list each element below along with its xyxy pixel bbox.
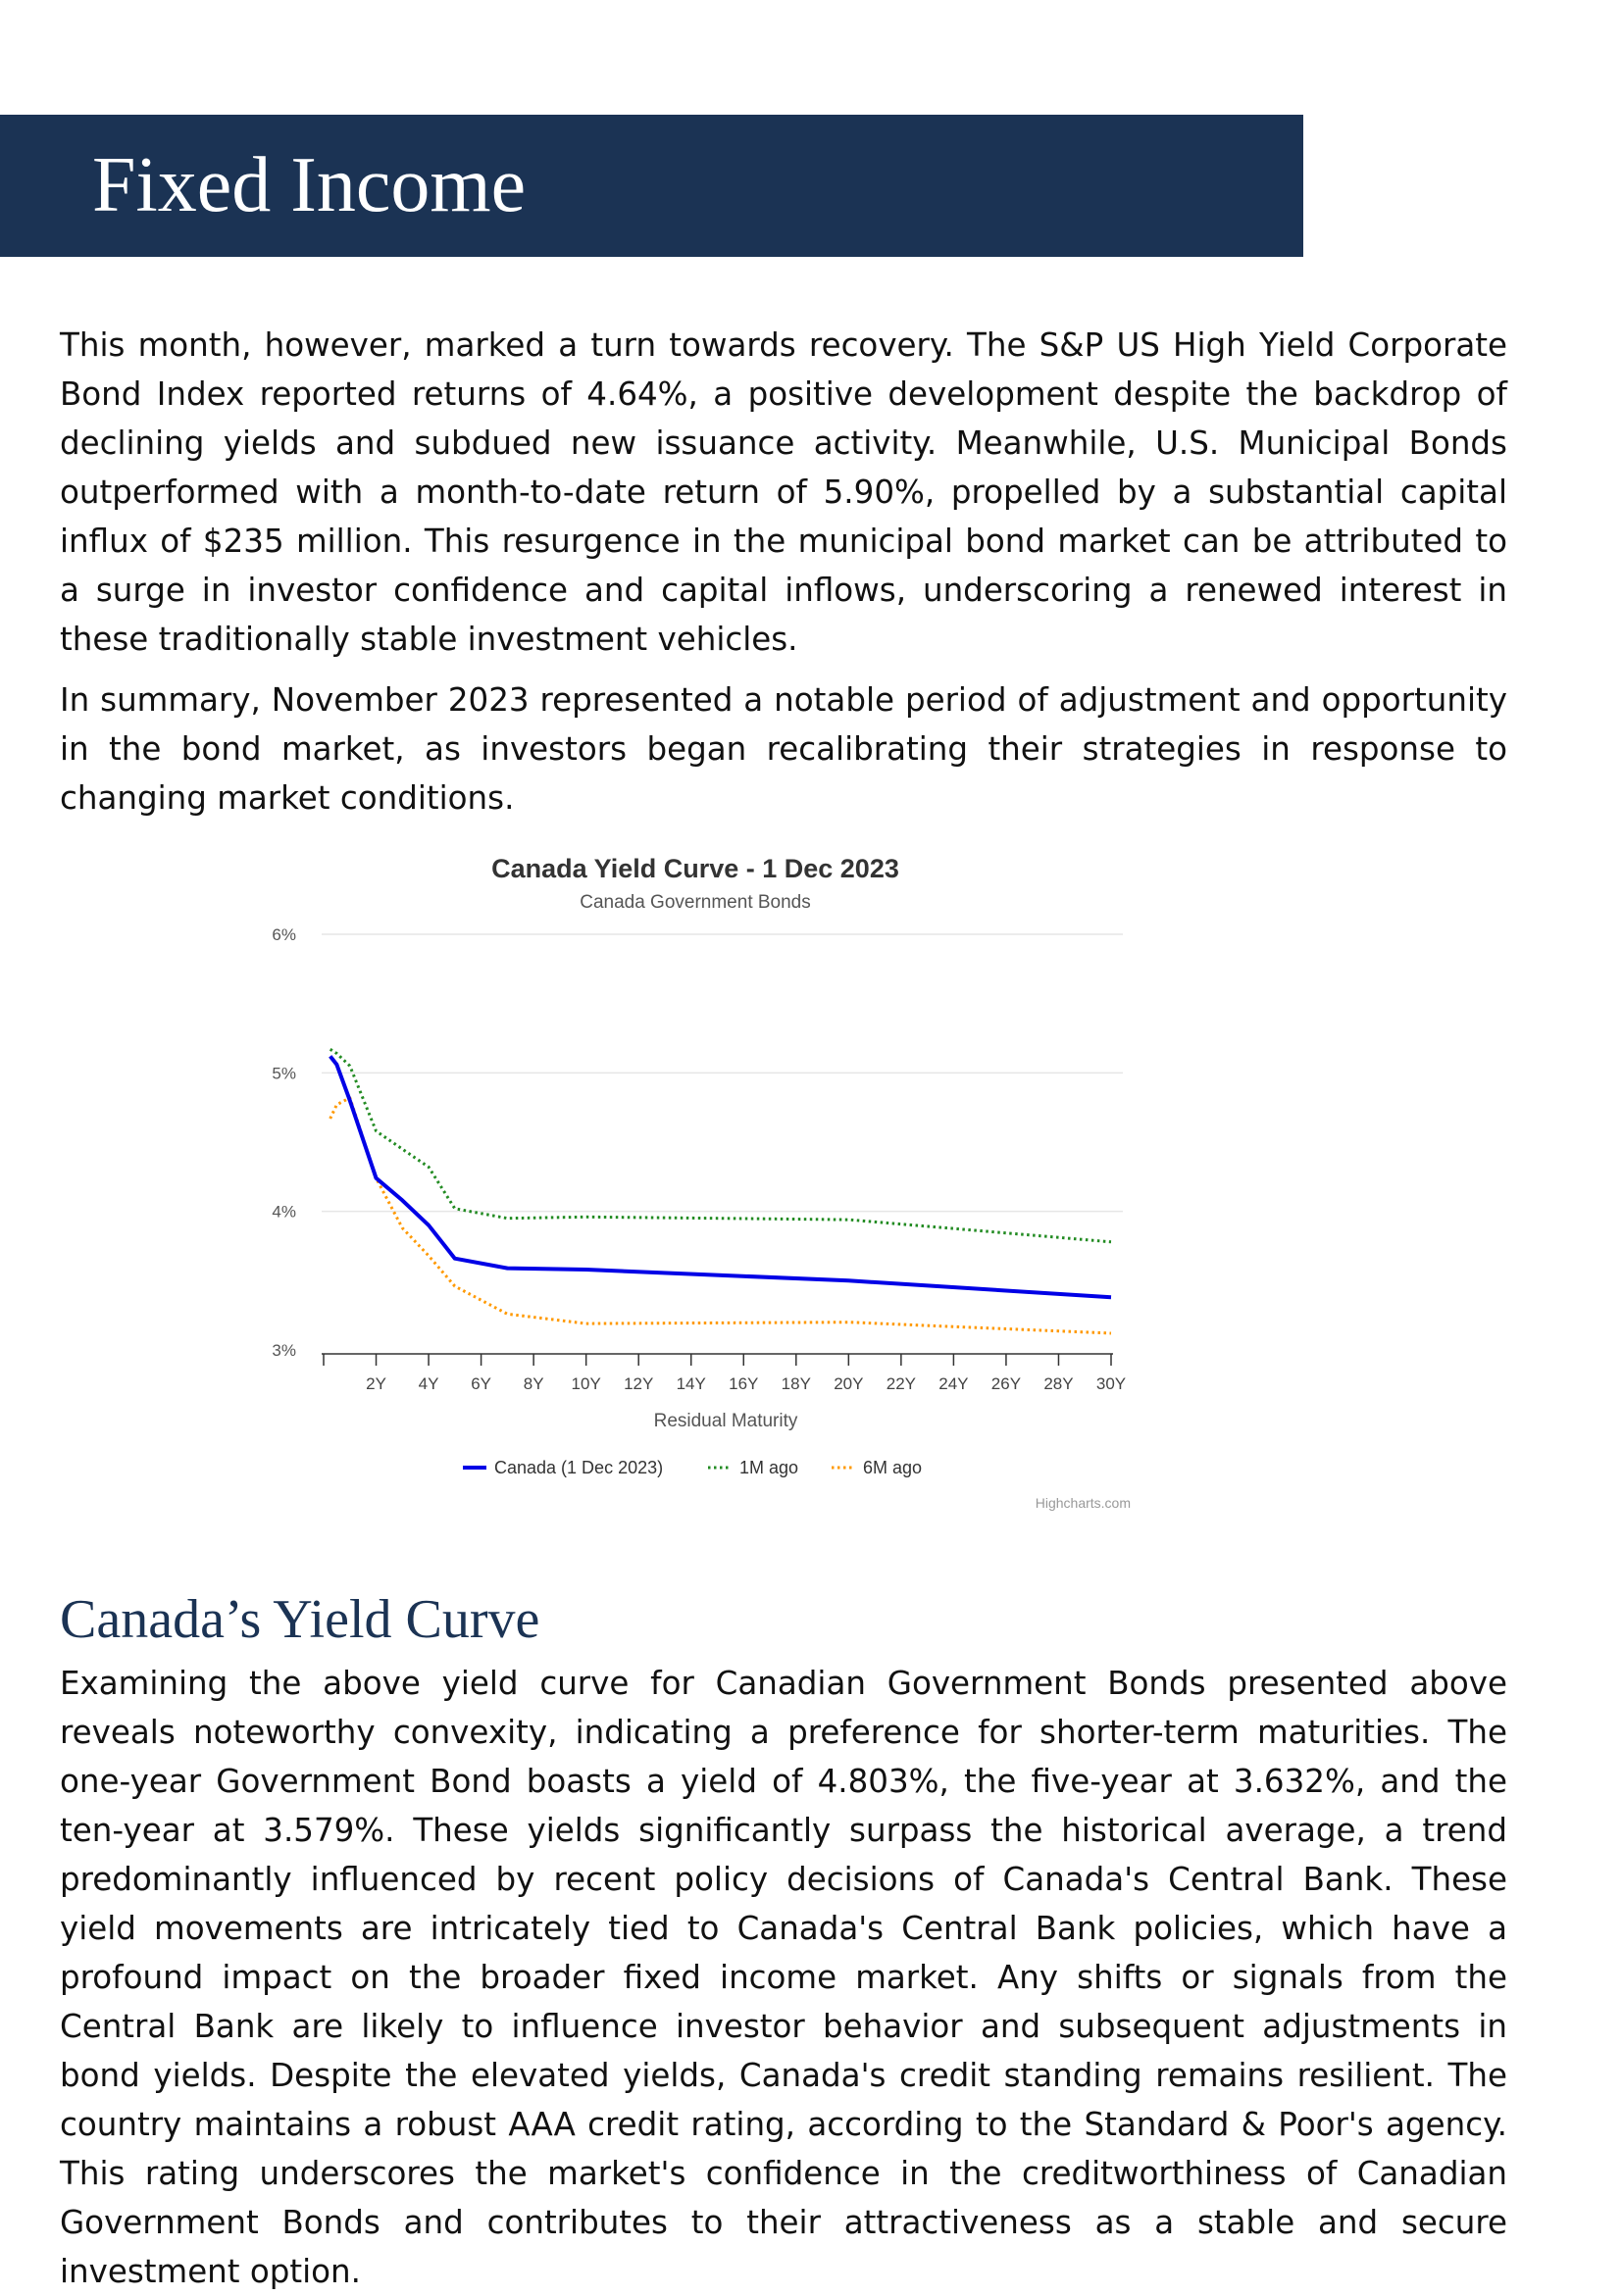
x-tick-label: 30Y: [1095, 1374, 1127, 1393]
x-tick-label: 22Y: [886, 1374, 916, 1393]
legend-label-2[interactable]: 6M ago: [863, 1458, 923, 1477]
x-tick-label: 26Y: [990, 1374, 1022, 1393]
legend-label-0[interactable]: Canada (1 Dec 2023): [494, 1458, 664, 1477]
x-tick-label: 2Y: [366, 1374, 386, 1393]
x-tick-label: 28Y: [1043, 1374, 1074, 1393]
y-tick-label: 6%: [272, 925, 296, 944]
x-tick-label: 8Y: [523, 1374, 544, 1393]
legend-label-1[interactable]: 1M ago: [739, 1458, 799, 1477]
x-tick-label: 16Y: [729, 1374, 759, 1393]
y-tick-label: 4%: [272, 1202, 296, 1222]
y-tick-label: 5%: [272, 1064, 296, 1083]
x-tick-label: 14Y: [676, 1374, 706, 1393]
body-paragraph-3: Examining the above yield curve for Canadian Government Bonds presented above reveals noteworthy convexity, indicating a preference for shorter-term maturities. The one-year Government Bond boasts a yield of 4.803%, the five-year at 3.632%, and the ten-year at 3.579%. These yields significantly surpass the historical average, a trend predominantly influenced by recent policy decisions of Canada's Central Bank. These yield movements are intricately tied to Canada's Central Bank policies, which have a profound impact on the broader fixed income market. Any shifts or signals from the Central Bank are likely to influence investor behavior and subsequent adjustments in bond yields. Despite the elevated yields, Canada's credit standing remains resilient. The country maintains a robust AAA credit rating, according to the Standard & Poor's agency. This rating underscores the market's confidence in the creditworthiness of Canadian Government Bonds and contributes to their attractiveness as a stable and secure investment option.: [60, 1665, 1507, 2290]
yield-curve-chart-svg: [235, 838, 1138, 1515]
series-line-1: [330, 1049, 1111, 1242]
chart-subtitle: Canada Government Bonds: [580, 892, 811, 913]
x-tick-label: 18Y: [781, 1374, 811, 1393]
page-title: Fixed Income: [92, 142, 527, 228]
x-tick-label: 24Y: [938, 1374, 969, 1393]
x-tick-label: 6Y: [471, 1374, 491, 1393]
series-line-0: [330, 1056, 1111, 1297]
series-line-2: [330, 1098, 1111, 1333]
yield-curve-chart: [235, 838, 1138, 1515]
x-axis-label: Residual Maturity: [653, 1411, 798, 1431]
x-tick-label: 10Y: [571, 1374, 601, 1393]
x-tick-label: 20Y: [834, 1374, 864, 1393]
body-paragraph-2: In summary, November 2023 represented a notable period of adjustment and opportunity in the bond market, as investors began recalibrating their strategies in response to changing market conditions.: [60, 681, 1507, 817]
x-tick-label: 4Y: [418, 1374, 439, 1393]
chart-title: Canada Yield Curve - 1 Dec 2023: [491, 854, 899, 883]
chart-credit: Highcharts.com: [1035, 1495, 1131, 1511]
body-paragraph-1: This month, however, marked a turn towards recovery. The S&P US High Yield Corporate Bond Index reported returns of 4.64%, a positive development despite the backdrop of declining yields and subdued new issuance activity. Meanwhile, U.S. Municipal Bonds outperformed with a month-to-date return of 5.90%, propelled by a substantial capital influx of $235 million. This resurgence in the municipal bond market can be attributed to a surge in investor confidence and capital inflows, underscoring a renewed interest in these traditionally stable investment vehicles.: [60, 326, 1507, 658]
header-banner: [0, 115, 1303, 257]
x-tick-label: 12Y: [624, 1374, 654, 1393]
y-tick-label: 3%: [272, 1341, 296, 1360]
section-heading: Canada’s Yield Curve: [60, 1589, 540, 1650]
